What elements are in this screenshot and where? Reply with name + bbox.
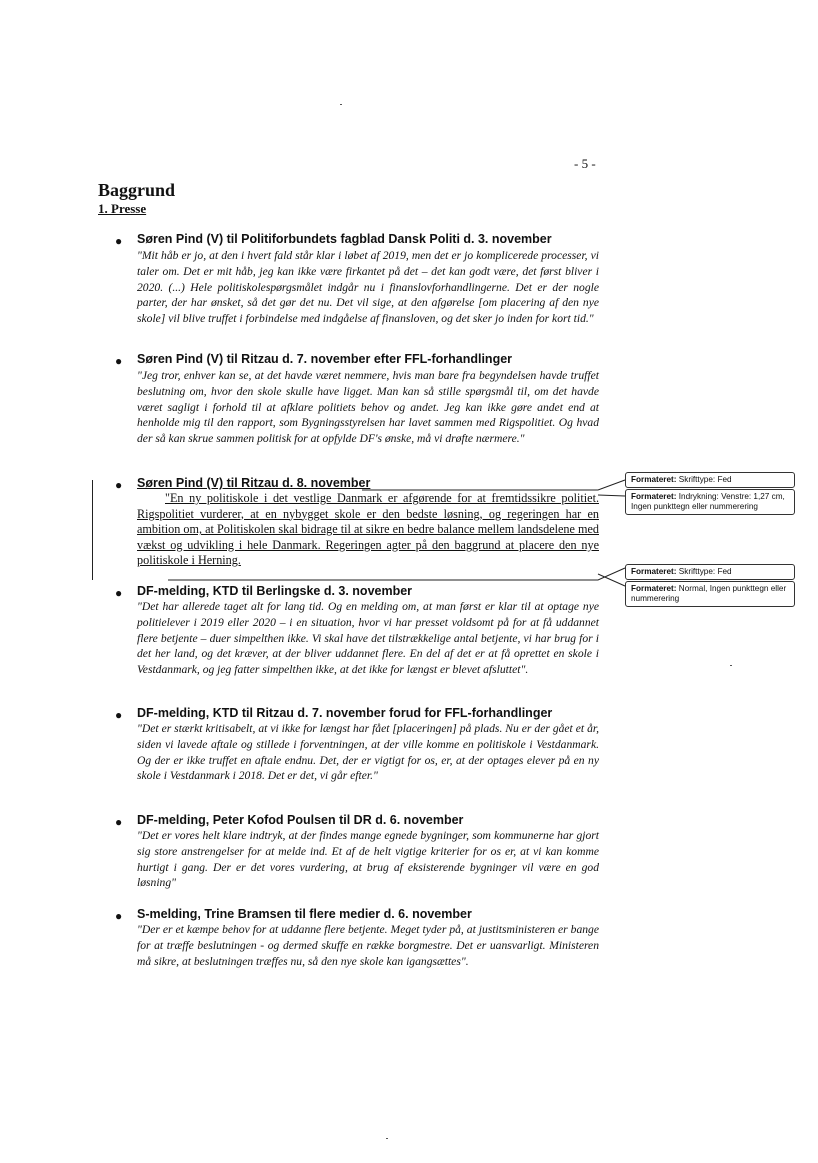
bullet-icon: ● bbox=[115, 234, 123, 248]
comment-label: Formateret: bbox=[631, 584, 677, 593]
comment-text: Skrifttype: Fed bbox=[678, 475, 732, 484]
item-heading: Søren Pind (V) til Ritzau d. 8. november bbox=[137, 476, 371, 490]
item-quote: "Der er et kæmpe behov for at uddanne flere betjente. Meget tyder på, at justitsministeren er bange for at træffe beslutningen - og dermed skuffe en række borgmestre. Det er uansvarligt. Ministeren må sikre, at beslutningen træffes nu, så den nye skole kan igangsættes". bbox=[137, 923, 599, 968]
comment-label: Formateret: bbox=[631, 567, 677, 576]
comment-text: Normal, Ingen punkttegn eller nummerering bbox=[631, 584, 787, 603]
item-quote: "Det har allerede taget alt for lang tid. Og en melding om, at man først er klar til at optage nye politielever i 2019 eller 2020 – i en situation, hvor vi har presset voldsomt på for at få uddannet flere betjente – duer simpelthen ikke. Vi skal have det tilstrækkelige antal betjente, vi har brug for i det her land, og det kræver, at der bliver uddannet flere. En del af det er at få oprettet en skole i Vestdanmark, og jeg fatter simpelthen ikke, at det ikke for længst er blevet afsluttet". bbox=[137, 600, 599, 677]
item-quote: "Jeg tror, enhver kan se, at det havde været nemmere, hvis man bare fra begyndelsen havde truffet beslutning om, hvor den skole skulle have ligget. Man kan så stille spørgsmål til, om det havde været sagligt i forhold til at afklare politiets behov og andet. Jeg kan ikke gøre andet end at henholde mig til den rapport, som Bygningsstyrelsen har lavet sammen med Rigspolitiet. Og hvad der så kan skrue sammen politisk for at opfylde DF's ønske, må vi drøfte nærmere." bbox=[137, 369, 599, 446]
item-heading: S-melding, Trine Bramsen til flere medier d. 6. november bbox=[137, 907, 472, 921]
item-heading: DF-melding, KTD til Ritzau d. 7. november forud for FFL-forhandlinger bbox=[137, 706, 553, 720]
comment-text: Skrifttype: Fed bbox=[678, 567, 732, 576]
tracked-insertion-text: "En ny politiskole i det vestlige Danmark er afgørende for at fremtidssikre politiet. Rigspolitiet vurderer, at en nybygget skole er den bedste løsning, og regeringen har en ambition om, at Politiskolen skal bidrage til at sikre en bedre balance mellem landsdelene med vækst og udvikling i hele Danmark. Regeringen agter på den baggrund at placere den nye politiskole i Herning. bbox=[137, 491, 599, 568]
comment-label: Formateret: bbox=[631, 475, 677, 484]
bullet-icon: ● bbox=[115, 478, 123, 492]
page-number: - 5 - bbox=[574, 156, 596, 171]
comment-text: Indrykning: Venstre: 1,27 cm, Ingen punkttegn eller nummerering bbox=[631, 492, 785, 511]
item-quote: "Det er stærkt kritisabelt, at vi ikke for længst har fået [placeringen] på plads. Nu er der gået et år, siden vi lavede aftale og stillede i forventningen, at der ville komme en politiskole i Vestdanmark. Og der er ikke truffet en aftale endnu. Det, der er vigtigt for os, er, at der optages elever på en ny skole i Vestdanmark i 2018. Det er det, vi går efter." bbox=[137, 722, 599, 783]
item-quote: "Det er vores helt klare indtryk, at der findes mange egnede bygninger, som kommunerne har gjort sig store anstrengelser for at melde ind. Et af de helt vigtige kriterier for os er, at vi kan komme hurtigt i gang. Der er det vores vurdering, at brug af eksisterende bygninger vil være en god løsning" bbox=[137, 829, 599, 890]
bullet-icon: ● bbox=[115, 586, 123, 600]
item-heading: DF-melding, KTD til Berlingske d. 3. november bbox=[137, 584, 413, 598]
bullet-icon: ● bbox=[115, 708, 123, 722]
comment-label: Formateret: bbox=[631, 492, 677, 501]
format-comment-balloon[interactable] bbox=[625, 581, 795, 607]
bullet-icon: ● bbox=[115, 354, 123, 368]
item-heading: DF-melding, Peter Kofod Poulsen til DR d. 6. november bbox=[137, 813, 464, 827]
subsection-heading: 1. Presse bbox=[98, 201, 147, 216]
item-quote: "Mit håb er jo, at den i hvert fald står klar i løbet af 2019, men det er jo komplicerede processer, vi taler om. Det er mit håb, jeg kan ikke være firkantet på det – det kan godt være, det først bliver i 2020. (...) Hele politiskolespørgsmålet indgår nu i finanslovforhandlingerne. Det er der nogle parter, der har ønsket, så det gør det nu. Det vil sige, at den afgørelse [om placering af den nye skole] vil blive truffet i forbindelse med indgåelse af finansloven, og det sker jo inden for kort tid." bbox=[137, 249, 599, 326]
format-comment-balloon[interactable] bbox=[625, 489, 795, 515]
bullet-icon: ● bbox=[115, 815, 123, 829]
item-heading: Søren Pind (V) til Ritzau d. 7. november efter FFL-forhandlinger bbox=[137, 352, 513, 366]
section-heading: Baggrund bbox=[98, 180, 176, 200]
item-heading: Søren Pind (V) til Politiforbundets fagblad Dansk Politi d. 3. november bbox=[137, 232, 552, 246]
format-comment-balloon[interactable] bbox=[625, 564, 795, 580]
bullet-icon: ● bbox=[115, 909, 123, 923]
format-comment-balloon[interactable] bbox=[625, 472, 795, 488]
